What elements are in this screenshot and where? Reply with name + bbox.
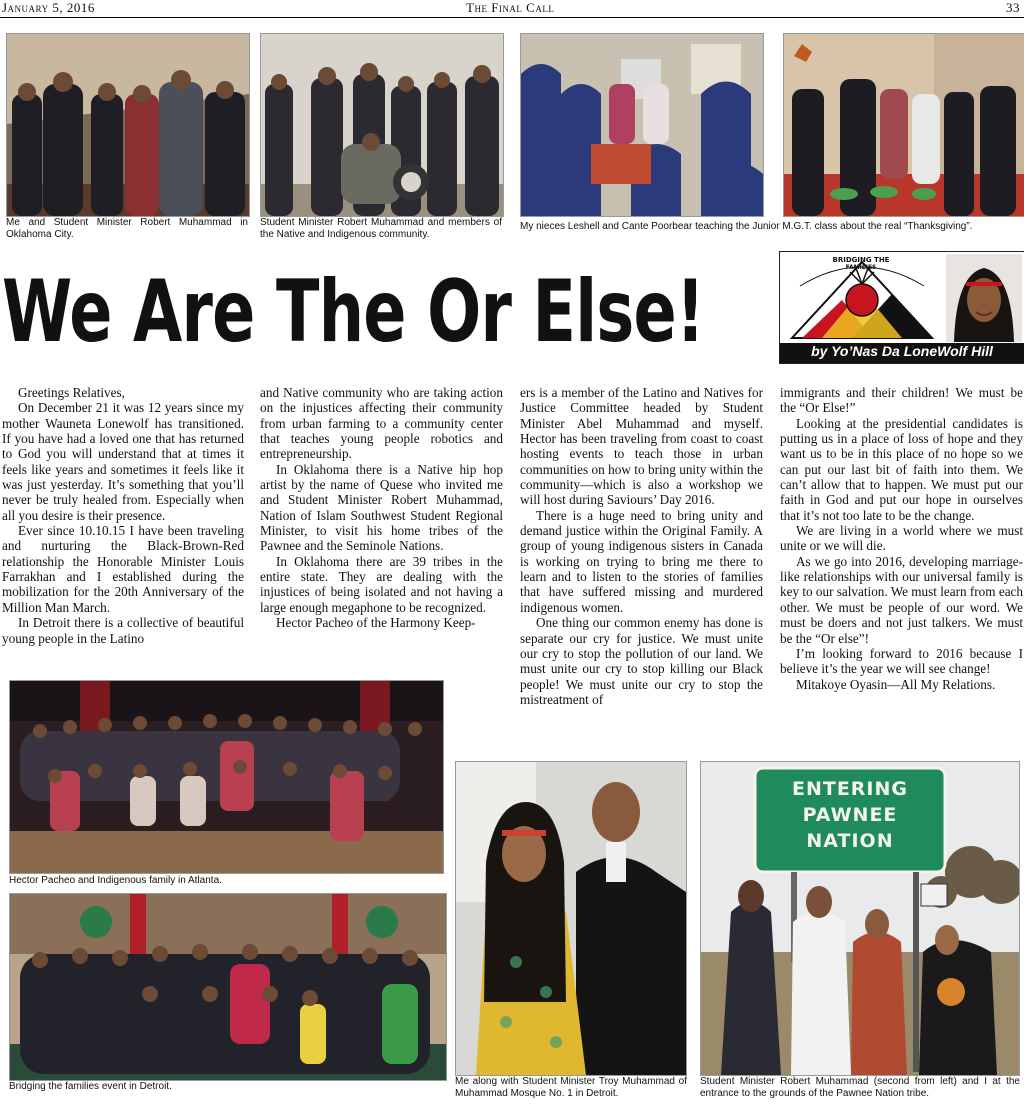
logo-text-top: BRIDGING THE [832,256,890,264]
sign-line-nation: NATION [806,830,894,852]
article-paragraph: There is a huge need to bring unity and demand justice within the Original Family. A group of young indigenous sisters in Canada is working on trying to bring me there to learn and to listen to the stories of families that have suffered missing and murdered indigenous women. [520,507,763,615]
byline: by Yo’Nas Da LoneWolf Hill [780,343,1024,363]
photo-detroit-event [9,893,447,1081]
photo-oklahoma-city [6,33,250,217]
article-paragraph: In Detroit there is a collective of beautiful young people in the Latino [2,615,244,646]
author-portrait [946,254,1022,342]
header-rule [0,17,1024,18]
column-logo-box [779,251,1024,364]
caption-oklahoma-city: Me and Student Minister Robert Muhammad in Oklahoma City. [6,217,248,240]
photo-native-community [260,33,504,217]
article-greeting: Greetings Relatives, [18,385,125,400]
caption-junior-mgt-class: My nieces Leshell and Cante Poorbear teaching the Junior M.G.T. class about the real “Thanksgiving”. [520,221,973,232]
article-paragraph: One thing our common enemy has done is separate our cry for justice. We must unite our cry to stop the pollution of our land. We must unite our cry to stop killing our Black people! We must unite our cry to stop the mistreatment of [520,615,763,707]
photo-pawnee-nation [700,761,1020,1076]
issue-date: January 5, 2016 [2,0,95,15]
caption-atlanta-family: Hector Pacheo and Indigenous family in Atlanta. [9,875,222,886]
caption-detroit-event: Bridging the families event in Detroit. [9,1081,172,1092]
sign-line-pawnee: PAWNEE [802,804,898,826]
logo-text-mid: FAMILIES [845,264,877,271]
article-paragraph: We are living in a world where we must unite or we will die. [780,523,1023,554]
article-column-2 [260,385,503,631]
article-paragraph: In Oklahoma there is a Native hip hop artist by the name of Quese who invited me and Student Minister Robert Muhammad, Nation of Islam Southwest Student Regional Minister, to visit his home tribes of the Pawnee and the Seminole Nations. [260,461,503,554]
caption-native-community: Student Minister Robert Muhammad and members of the Native and Indigenous community. [260,217,502,240]
photo-atlanta-family [9,680,444,874]
paper-name: The Final Call [466,0,555,15]
article-paragraph: Hector Pacheo of the Harmony Keep- [276,615,476,631]
article-column-1 [2,385,244,646]
article-paragraph: In Oklahoma there are 39 tribes in the entire state. They are dealing with the injustices of being isolated and not having a large enough megaphone to be recognized. [260,553,503,615]
article-column-3 [520,385,763,707]
article-paragraph: Looking at the presidential candidates is putting us in a place of loss of hope and they want us to be in this place of no hope so we can put our last bit of faith into them. We can’t allow that to happen. We must put our faith in God and put our hope in ourselves that it’s not too late to be the change. [780,415,1023,523]
page-number: 33 [1006,0,1020,15]
caption-troy-muhammad: Me along with Student Minister Troy Muhammad of Muhammad Mosque No. 1 in Detroit. [455,1076,687,1099]
article-paragraph-continued: immigrants and their children! We must be the “Or Else!” [780,385,1023,416]
article-signoff: Mitakoye Oyasin—All My Relations. [796,676,996,692]
article-paragraph: I’m looking forward to 2016 because I believe it’s the year we will see change! [780,645,1023,677]
article-paragraph: Ever since 10.10.15 I have been traveling and nurturing the Black-Brown-Red relationship the Honorable Minister Louis Farrakhan and I established during the mobilization for the 20th Anniversary of the Million Man March. [2,523,244,615]
sign-line-entering: ENTERING [791,778,909,800]
caption-pawnee-nation: Student Minister Robert Muhammad (second from left) and I at the entrance to the grounds of the Pawnee Nation tribe. [700,1076,1020,1099]
photo-thanksgiving-group [783,33,1024,217]
pawnee-sign [755,776,945,854]
article-paragraph: As we go into 2016, developing marriage-like relationships with our universal family is key to our salvation. We must learn from each other. We must be people of our word. We must be doers and not just talkers. We must be the “Or else”! [780,553,1023,646]
article-paragraph-continued: and Native community who are taking action on the injustices affecting their community from urban farming to a community center that teaches young people robotics and entrepreneurship. [260,385,503,462]
article-column-4 [780,385,1023,692]
photo-troy-muhammad [455,761,687,1076]
photo-junior-mgt-class [520,33,764,217]
article-paragraph: On December 21 it was 12 years since my mother Wauneta Lonewolf has transitioned. If you have had a loved one that has returned to God you will understand that at times it feels like years and sometimes it feels like it was just yesterday. It’s something that you’ll never be truly healed from. Especially when all you desire is their presence. [2,400,244,523]
article-paragraph-continued: ers is a member of the Latino and Natives for Justice Committee headed by Student Minister Abel Muhammad and myself. Hector has been traveling from coast to coast hosting events to teach those in urban communities on how to bring unity within the community—which is also a workshop we will host during Saviours’ Day 2016. [520,385,763,508]
headline: We Are The Or Else! [2,262,705,362]
